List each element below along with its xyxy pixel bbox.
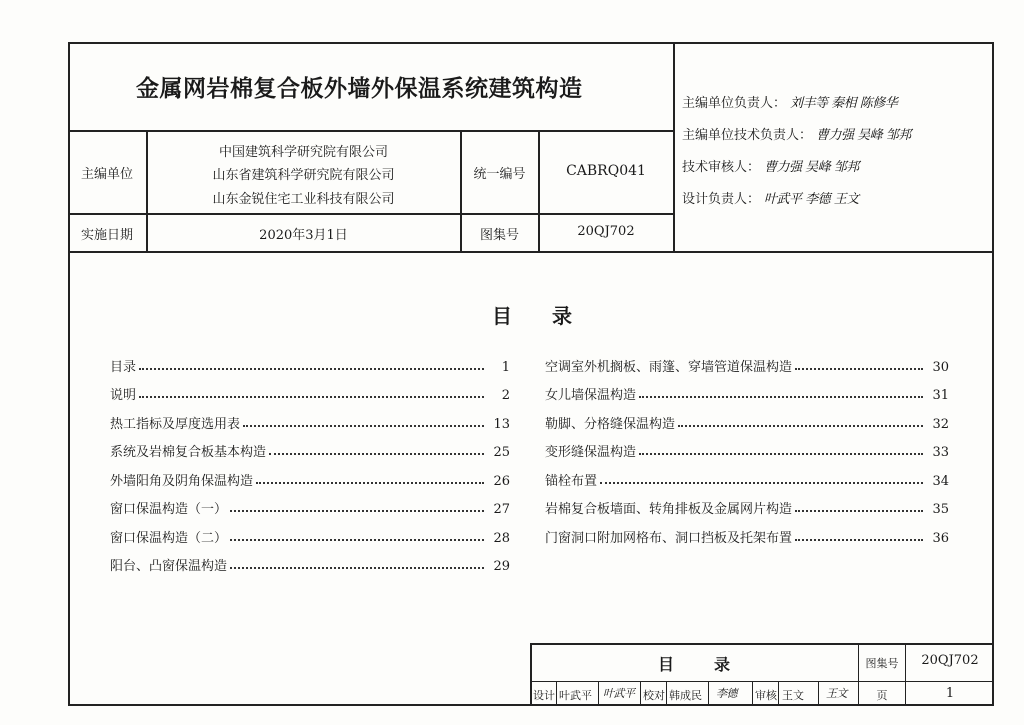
toc-entry[interactable] xyxy=(110,460,510,489)
unified-code-value: CABRQ041 xyxy=(566,163,646,179)
toc-leader-dots xyxy=(230,509,484,512)
toc-entry[interactable] xyxy=(545,432,949,461)
tb-sep xyxy=(778,682,779,704)
toc-entry-label: 目录 xyxy=(110,359,137,375)
tb-check-signature: 李德 xyxy=(716,687,737,700)
responsible-role: 技术审核人： xyxy=(682,160,761,175)
tb-top xyxy=(530,643,994,645)
frame-top xyxy=(68,42,994,44)
toc-entry-page: 1 xyxy=(501,359,510,375)
toc-right-column xyxy=(545,346,949,546)
tb-design-label: 设计 xyxy=(533,689,555,702)
responsible-signature: 曹力强 吴峰 邹邦 xyxy=(816,128,911,143)
frame-right xyxy=(992,42,994,706)
responsible-row-2 xyxy=(682,124,911,143)
toc-entry-page: 26 xyxy=(493,473,510,489)
tb-name: 目录 xyxy=(657,655,770,674)
toc-entry-page: 13 xyxy=(493,416,510,432)
editor-unit-1: 中国建筑科学研究院有限公司 xyxy=(218,145,388,160)
responsible-signature: 刘丰等 秦相 陈修华 xyxy=(790,96,898,111)
toc-entry-label: 锚栓布置 xyxy=(545,473,598,489)
toc-leader-dots xyxy=(269,452,484,455)
toc-entry[interactable] xyxy=(110,375,510,404)
toc-leader-dots xyxy=(639,452,923,455)
implementation-date-label: 实施日期 xyxy=(80,228,133,243)
toc-leader-dots xyxy=(243,424,484,427)
tb-sep xyxy=(556,682,557,704)
toc-entry[interactable] xyxy=(545,489,949,518)
toc-entry-page: 27 xyxy=(493,502,510,517)
document-title: 金属网岩棉复合板外墙外保温系统建筑构造 xyxy=(136,76,583,102)
tb-review-signature: 王文 xyxy=(826,687,847,700)
editor-unit-label: 主编单位 xyxy=(80,167,133,182)
toc-leader-dots xyxy=(678,424,923,427)
toc-leader-dots xyxy=(600,481,923,484)
toc-entry-page: 2 xyxy=(501,388,510,403)
toc-entry-page: 34 xyxy=(932,473,949,489)
toc-entry-label: 说明 xyxy=(110,388,137,403)
tb-sep xyxy=(666,682,667,704)
toc-entry[interactable] xyxy=(545,375,949,404)
toc-entry-label: 系统及岩棉复合板基本构造 xyxy=(110,445,267,460)
toc-left-column xyxy=(110,346,510,574)
toc-entry-page: 32 xyxy=(932,416,949,432)
implementation-date-value: 2020年3月1日 xyxy=(259,228,348,243)
tb-check-label: 校对 xyxy=(643,689,665,702)
toc-leader-dots xyxy=(256,481,484,484)
tb-check-name: 韩成民 xyxy=(669,689,702,702)
toc-entry-label: 空调室外机搁板、雨篷、穿墙管道保温构造 xyxy=(545,359,793,375)
toc-entry[interactable] xyxy=(545,460,949,489)
toc-leader-dots xyxy=(139,367,484,370)
tb-sep xyxy=(708,682,709,704)
tb-page-label: 页 xyxy=(876,689,888,702)
toc-leader-dots xyxy=(639,395,923,398)
toc-entry-label: 外墙阳角及阴角保温构造 xyxy=(110,473,254,489)
toc-entry-page: 33 xyxy=(932,445,949,460)
toc-leader-dots xyxy=(795,367,923,370)
responsible-role: 主编单位技术负责人： xyxy=(682,128,813,143)
toc-entry[interactable] xyxy=(110,432,510,461)
toc-entry-label: 窗口保温构造（二） xyxy=(110,530,228,546)
editor-unit-2: 山东省建筑科学研究院有限公司 xyxy=(212,168,395,183)
toc-entry[interactable] xyxy=(110,403,510,432)
toc-entry-label: 变形缝保温构造 xyxy=(545,445,637,460)
toc-entry-label: 女儿墙保温构造 xyxy=(545,388,637,403)
toc-entry-label: 勒脚、分格缝保温构造 xyxy=(545,416,676,432)
tb-review-name: 王文 xyxy=(782,689,804,702)
tb-atlas-label: 图集号 xyxy=(865,657,899,670)
toc-entry[interactable] xyxy=(110,346,510,375)
toc-entry-page: 36 xyxy=(932,530,949,546)
atlas-number-value: 20QJ702 xyxy=(577,224,635,239)
responsible-row-4 xyxy=(682,188,859,207)
frame-left xyxy=(68,42,70,706)
toc-entry[interactable] xyxy=(545,517,949,546)
responsible-role: 设计负责人： xyxy=(682,192,761,207)
responsible-signature: 曹力强 吴峰 邹邦 xyxy=(764,160,859,175)
tb-review-label: 审核 xyxy=(755,689,777,702)
tb-mid xyxy=(530,681,994,682)
toc-leader-dots xyxy=(230,538,484,541)
responsible-row-1 xyxy=(682,92,897,111)
header-vertical-divider xyxy=(673,42,675,252)
toc-leader-dots xyxy=(230,566,484,569)
toc-entry-page: 31 xyxy=(932,388,949,403)
header-bottom-line xyxy=(68,251,994,253)
toc-entry-label: 热工指标及厚度选用表 xyxy=(110,416,241,432)
responsible-row-3 xyxy=(682,156,859,175)
toc-entry-label: 阳台、凸窗保温构造 xyxy=(110,559,228,574)
tb-sep xyxy=(752,682,753,704)
toc-entry[interactable] xyxy=(110,546,510,575)
toc-entry-page: 28 xyxy=(493,530,510,546)
tb-page-value: 1 xyxy=(945,686,955,701)
editor-unit-3: 山东金锐住宅工业科技有限公司 xyxy=(212,192,395,207)
toc-leader-dots xyxy=(795,538,923,541)
toc-leader-dots xyxy=(139,395,484,398)
responsible-signature: 叶武平 李德 王文 xyxy=(764,192,859,207)
tb-design-name: 叶武平 xyxy=(559,689,592,702)
responsible-role: 主编单位负责人： xyxy=(682,96,787,111)
toc-entry[interactable] xyxy=(110,517,510,546)
header-row1-line xyxy=(68,130,674,132)
toc-leader-dots xyxy=(795,509,923,512)
unified-code-label: 统一编号 xyxy=(473,167,526,182)
toc-entry-label: 门窗洞口附加网格布、洞口挡板及托架布置 xyxy=(545,530,793,546)
toc-entry-page: 25 xyxy=(493,445,510,460)
toc-entry-page: 30 xyxy=(932,359,949,375)
toc-entry[interactable] xyxy=(545,346,949,375)
tb-sep xyxy=(818,682,819,704)
tb-sep xyxy=(598,682,599,704)
toc-heading: 目录 xyxy=(492,304,612,328)
toc-entry-label: 岩棉复合板墙面、转角排板及金属网片构造 xyxy=(545,502,793,517)
tb-design-signature: 叶武平 xyxy=(603,687,635,700)
header-row2-line xyxy=(68,213,674,215)
toc-entry[interactable] xyxy=(545,403,949,432)
toc-entry[interactable] xyxy=(110,489,510,518)
toc-entry-page: 29 xyxy=(493,559,510,574)
toc-entry-label: 窗口保温构造（一） xyxy=(110,502,228,517)
tb-atlas-value: 20QJ702 xyxy=(921,653,979,668)
atlas-number-label: 图集号 xyxy=(479,228,519,243)
tb-sep xyxy=(640,682,641,704)
toc-entry-page: 35 xyxy=(932,502,949,517)
